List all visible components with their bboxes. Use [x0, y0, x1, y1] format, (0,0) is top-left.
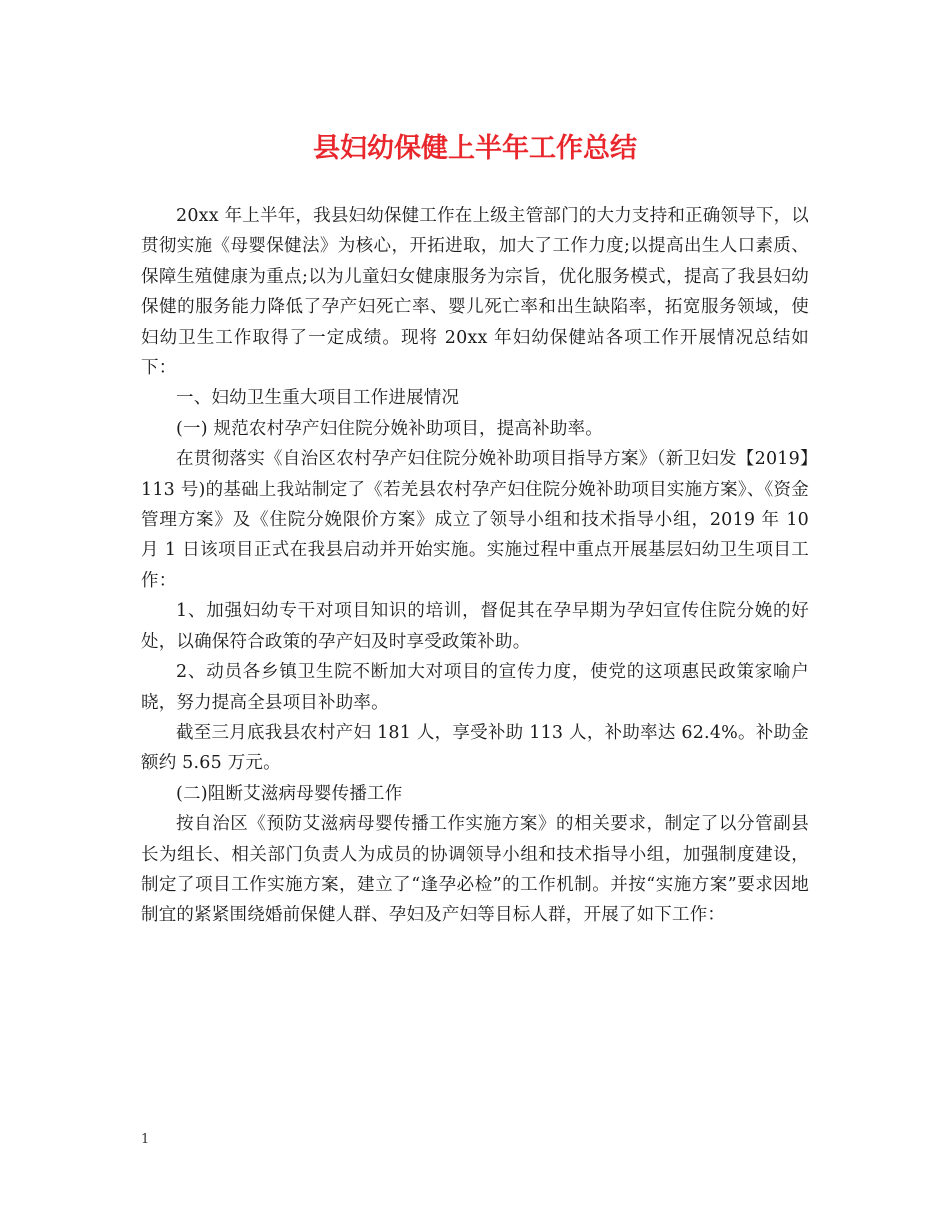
list-item-1: 1、加强妇幼专干对项目知识的培训，督促其在孕早期为孕妇宣传住院分娩的好处，以确保符合政策的孕产妇及时享受政策补助。: [141, 601, 809, 652]
paragraph-project-plan: 在贯彻落实《自治区农村孕产妇住院分娩补助项目指导方案》（新卫妇发【2019】113 号)的基础上我站制定了《若羌县农村孕产妇住院分娩补助项目实施方案》、《资金管理方案》及《住院分娩限价方案》成立了领导小组和技术指导小组，2019 年 10 月 1 日该项目正式在我县启动并开始实施。实施过程中重点开展基层妇幼卫生项目工作：: [141, 449, 809, 591]
paragraph-aids-prevention: 按自治区《预防艾滋病母婴传播工作实施方案》的相关要求，制定了以分管副县长为组长、相关部门负责人为成员的协调领导小组和技术指导小组，加强制度建设，制定了项目工作实施方案，建立了“逢孕必检”的工作机制。并按“实施方案”要求因地制宜的紧紧围绕婚前保健人群、孕妇及产妇等目标人群，开展了如下工作：: [141, 814, 809, 926]
page-number: 1: [141, 1132, 150, 1147]
section-heading-1: 一、妇幼卫生重大项目工作进展情况: [176, 388, 460, 409]
subsection-heading-2: (二)阻断艾滋病母婴传播工作: [176, 783, 403, 804]
subsection-heading-1: (一) 规范农村孕产妇住院分娩补助项目，提高补助率。: [176, 418, 603, 439]
paragraph-statistics: 截至三月底我县农村产妇 181 人，享受补助 113 人，补助率达 62.4%。补助金额约 5.65 万元。: [141, 722, 809, 774]
document-title: 县妇幼保健上半年工作总结: [313, 133, 637, 164]
paragraph-intro: 20xx 年上半年，我县妇幼保健工作在上级主管部门的大力支持和正确领导下，以贯彻实施《母婴保健法》为核心，开拓进取，加大了工作力度;以提高出生人口素质、保障生殖健康为重点;以为儿童妇女健康服务为宗旨，优化服务模式，提高了我县妇幼保健的服务能力降低了孕产妇死亡率、婴儿死亡率和出生缺陷率，拓宽服务领域，使妇幼卫生工作取得了一定成绩。现将 20xx 年妇幼保健站各项工作开展情况总结如下：: [141, 206, 809, 379]
document-body: [141, 201, 809, 931]
list-item-2: 2、动员各乡镇卫生院不断加大对项目的宣传力度，使党的这项惠民政策家喻户晓，努力提高全县项目补助率。: [141, 662, 809, 713]
